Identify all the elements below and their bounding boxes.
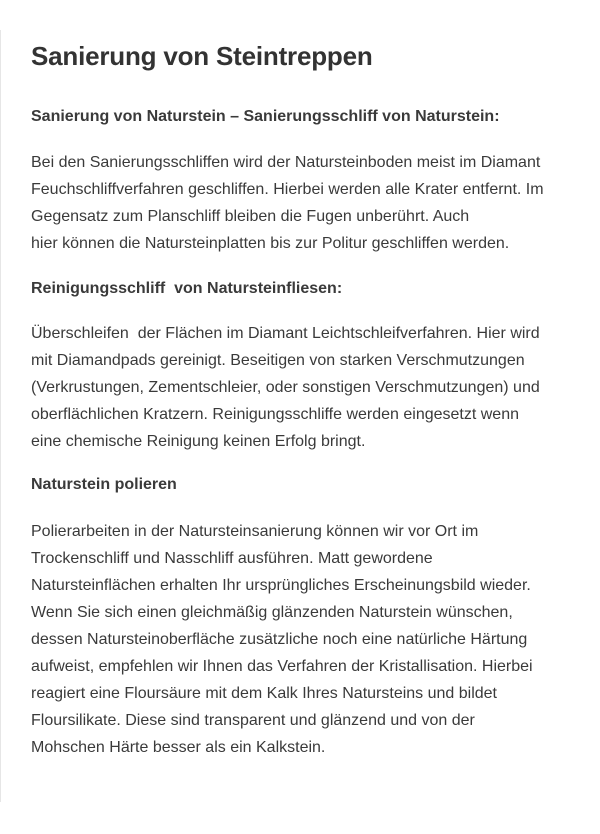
section-paragraph-polieren [31,518,591,761]
text-line: reagiert eine Floursäure mit dem Kalk Ihres Natursteins und bildet [31,685,497,702]
text-line: Natursteinflächen erhalten Ihr ursprüngliches Erscheinungsbild wieder. [31,577,531,594]
section-paragraph-reinigung [31,320,591,455]
section-paragraph-sanierung [31,149,591,257]
text-line: Gegensatz zum Planschliff bleiben die Fugen unberührt. Auch [31,208,470,225]
page-title: Sanierung von Steintreppen [31,41,373,71]
text-line: Feuchschliffverfahren geschliffen. Hierbei werden alle Krater entfernt. Im [31,181,544,198]
text-line: eine chemische Reinigung keinen Erfolg bringt. [31,433,366,450]
text-line: Bei den Sanierungsschliffen wird der Natursteinboden meist im Diamant [31,154,541,171]
section-heading-sanierung: Sanierung von Naturstein – Sanierungsschliff von Naturstein: [31,108,500,125]
text-line: aufweist, empfehlen wir Ihnen das Verfahren der Kristallisation. Hierbei [31,658,533,675]
article-content [31,37,591,761]
text-line: Trockenschliff und Nasschliff ausführen. Matt gewordene [31,550,433,567]
text-line: mit Diamandpads gereinigt. Beseitigen von starken Verschmutzungen [31,352,525,369]
text-line: Polierarbeiten in der Natursteinsanierung können wir vor Ort im [31,523,479,540]
text-line: oberflächlichen Kratzern. Reinigungsschliffe werden eingesetzt wenn [31,406,519,423]
section-heading-polieren: Naturstein polieren [31,476,177,493]
text-line: (Verkrustungen, Zementschleier, oder sonstigen Verschmutzungen) und [31,379,540,396]
text-line: dessen Natursteinoberfläche zusätzliche noch eine natürliche Härtung [31,631,528,648]
text-line: Überschleifen der Flächen im Diamant Leichtschleifverfahren. Hier wird [31,325,540,342]
left-border-line [0,30,1,802]
text-line: Floursilikate. Diese sind transparent und glänzend und von der [31,712,475,729]
section-heading-reinigung: Reinigungsschliff von Natursteinfliesen: [31,280,343,297]
text-line: Mohschen Härte besser als ein Kalkstein. [31,739,326,756]
text-line: Wenn Sie sich einen gleichmäßig glänzenden Naturstein wünschen, [31,604,513,621]
text-line: hier können die Natursteinplatten bis zur Politur geschliffen werden. [31,235,510,252]
